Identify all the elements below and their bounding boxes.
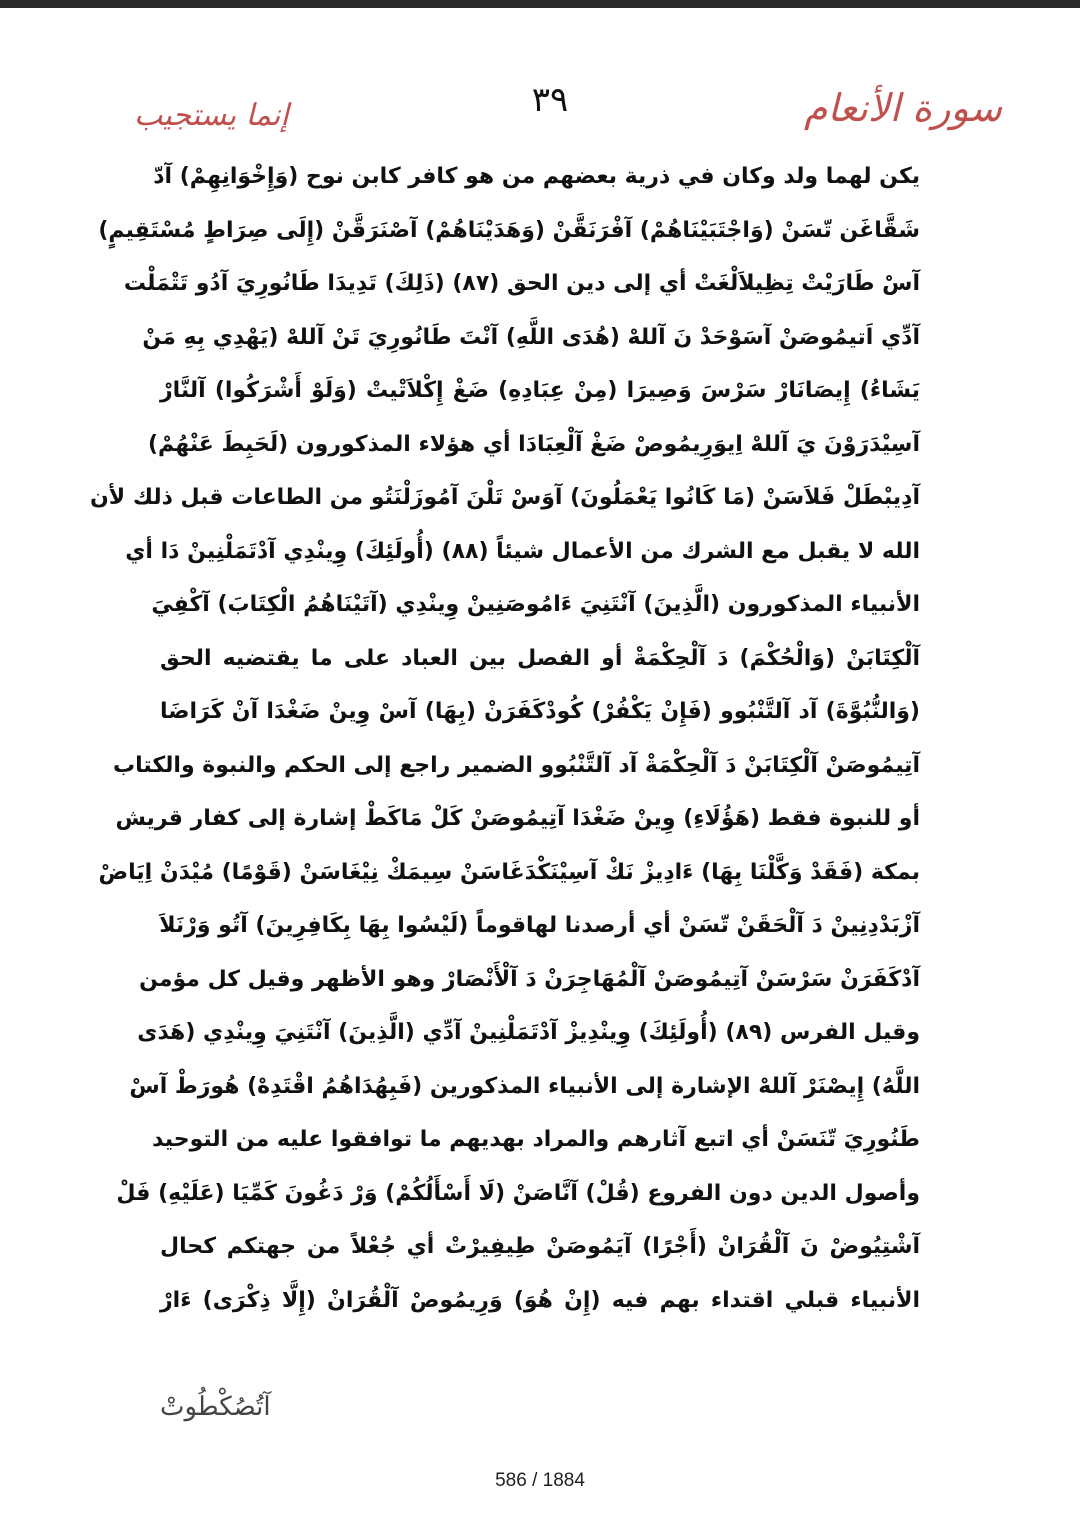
text-line: أو للنبوة فقط (هَؤُلَاءِ) وِينْ ضَغْدَا آتِيمُوصَنْ كَلْ مَاكَطْ إشارة إلى كفار قريش: [115, 806, 920, 831]
text-line: آسِيْدَرَوْنَ يَ آللهْ اِيوَرِيمُوصْ ضَغْ آلْعِبَادَا أي هؤلاء المذكورون (لَحَبِطَ عَنْهُمْ): [148, 431, 920, 457]
text-line: بمكة (فَقَدْ وَكَّلْنَا بِهَا) ءَادِيزْ نَكْ آسِيْنَكْدَغَاسَنْ سِيمَكْ نِيْغَاسَنْ (قَوْمًا) مُيْدَنْ اِيَاضْ: [98, 859, 920, 885]
text-line: (وَالنُّبُوَّةَ) آد آلتَّنْبُوو (فَإِنْ يَكْفُرْ) كُودْكَفَرَنْ (بِهَا) آسْ وِينْ ضَغْدَا آنْ كَرَاضَا: [160, 699, 920, 724]
text-line: آدْكَفَرَنْ سَرْسَنْ آتِيمُوصَنْ آلْمُهَاجِرَنْ دَ آلْأَنْصَارْ وهو الأظهر وقيل كل مؤمن: [139, 966, 920, 992]
page-counter: 586 / 1884: [495, 1470, 585, 1491]
text-line: يَشَاءُ) إِيصَانَارْ سَرْسَ وَصِيرَا (مِنْ عِبَادِهِ) ضَغْ إِكْلاَتْيتْ (وَلَوْ أَشْرَكُوا) آلنَّارْ: [160, 378, 920, 403]
text-line: آشْتِيُوضْ نَ آلْقُرَانْ (أَجْرًا) آيَمُوصَنْ طِيفِيرْتْ أي جُعْلاً من جهتكم كحال: [160, 1234, 920, 1259]
handwritten-margin-note: إنما يستجيب: [134, 98, 289, 133]
text-line: اللَّهُ) إِيصْنَرْ آللهْ الإشارة إلى الأنبياء المذكورين (فَبِهُدَاهُمُ اقْتَدِهْ) هُورَطْ آسْ: [129, 1073, 920, 1099]
page-number: ٣٩: [531, 80, 569, 120]
text-line: آتِيمُوصَنْ آلْكِتَابَنْ دَ آلْحِكْمَةْ آد آلتَّنْبُوو الضمير راجع إلى الحكم والنبوة والكتاب: [113, 752, 920, 778]
catchword: آتُصُكْطُوتْ: [160, 1392, 271, 1422]
text-line: الله لا يقبل مع الشرك من الأعمال شيئاً (٨٨) (أُولَئِكَ) وِينْدِي آدْتَمَلْنِينْ دَا أي: [125, 538, 920, 564]
commentary-body: [90, 150, 920, 1327]
text-line: آزْبَدْدِنِينْ دَ آلْحَقَنْ تّسَنْ أي أرصدنا لهاقوماً (لَيْسُوا بِهَا بِكَافِرِينَ) آتُو وَرْنَلاَ: [159, 913, 920, 938]
text-line: يكن لهما ولد وكان في ذرية بعضهم من هو كافر كابن نوح (وَإِخْوَانِهِمْ) آدّ: [153, 164, 920, 189]
text-line: وأصول الدين دون الفروع (قُلْ) آنَّاصَنْ (لَا أَسْأَلُكُمْ) وَرْ دَغُونَ كَمِّيَا (عَلَيْهِ) فَلْ: [116, 1180, 920, 1206]
text-line: آدِّي اَتيمُوصَنْ آسَوْحَدْ نَ آللهْ (هُدَى اللَّهِ) آنْتَ طَانُورِيَ تَنْ آللهْ (يَهْدِي بِهِ مَنْ: [142, 324, 920, 350]
text-line: آدِيبْطَلْ فَلاَسَنْ (مَا كَانُوا يَعْمَلُونَ) آوَسْ تَلْنَ آمُوزَلْنَتُو من الطاعات قبل ذلك لأن: [90, 485, 920, 510]
text-line: الأنبياء قبلي اقتداء بهم فيه (إِنْ هُوَ) وَرِيمُوصْ آلْقُرَانْ (إِلَّا ذِكْرَى) ءَارْ: [160, 1287, 920, 1313]
text-line: آسْ طَارَيْتْ تِظِيلاَلْغَتْ أي إلى دين الحق (٨٧) (ذَلِكَ) تَدِيدَا طَانُورِيَ آدُو تَتْمَلْت: [123, 271, 920, 296]
text-line: آلْكِتَابَنْ (وَالْحُكْمَ) دَ آلْحِكْمَةْ أو الفصل بين العباد على ما يقتضيه الحق: [160, 645, 920, 671]
text-line: الأنبياء المذكورون (الَّذِينَ) آنْتَنِيَ ءَامُوصَنِينْ وِينْدِي (آتَيْنَاهُمُ الْكِتَابَ) آكْفِيَ: [151, 592, 920, 617]
text-line: وقيل الفرس (٨٩) (أُولَئِكَ) وِينْدِيزْ آدْتَمَلْنِينْ آدِّي (الَّذِينَ) آنْتَنِيَ وِينْدِي (هَدَى: [137, 1020, 920, 1045]
text-line: شَقَّاغَن تّسَنْ (وَاجْتَبَيْنَاهُمْ) آفْرَنَقَّنْ (وَهَدَيْنَاهُمْ) آصْنَرَقَّنْ (إِلَى صِرَاطٍ مُسْتَقِيمٍ): [98, 217, 920, 243]
top-scan-edge: [0, 0, 1080, 8]
handwritten-surah-title: سورة الأنعام: [803, 86, 1002, 130]
text-line: طَنُورِيَ تّنَسَنْ أي اتبع آثارهم والمراد بهديهم ما توافقوا عليه من التوحيد: [152, 1127, 920, 1152]
